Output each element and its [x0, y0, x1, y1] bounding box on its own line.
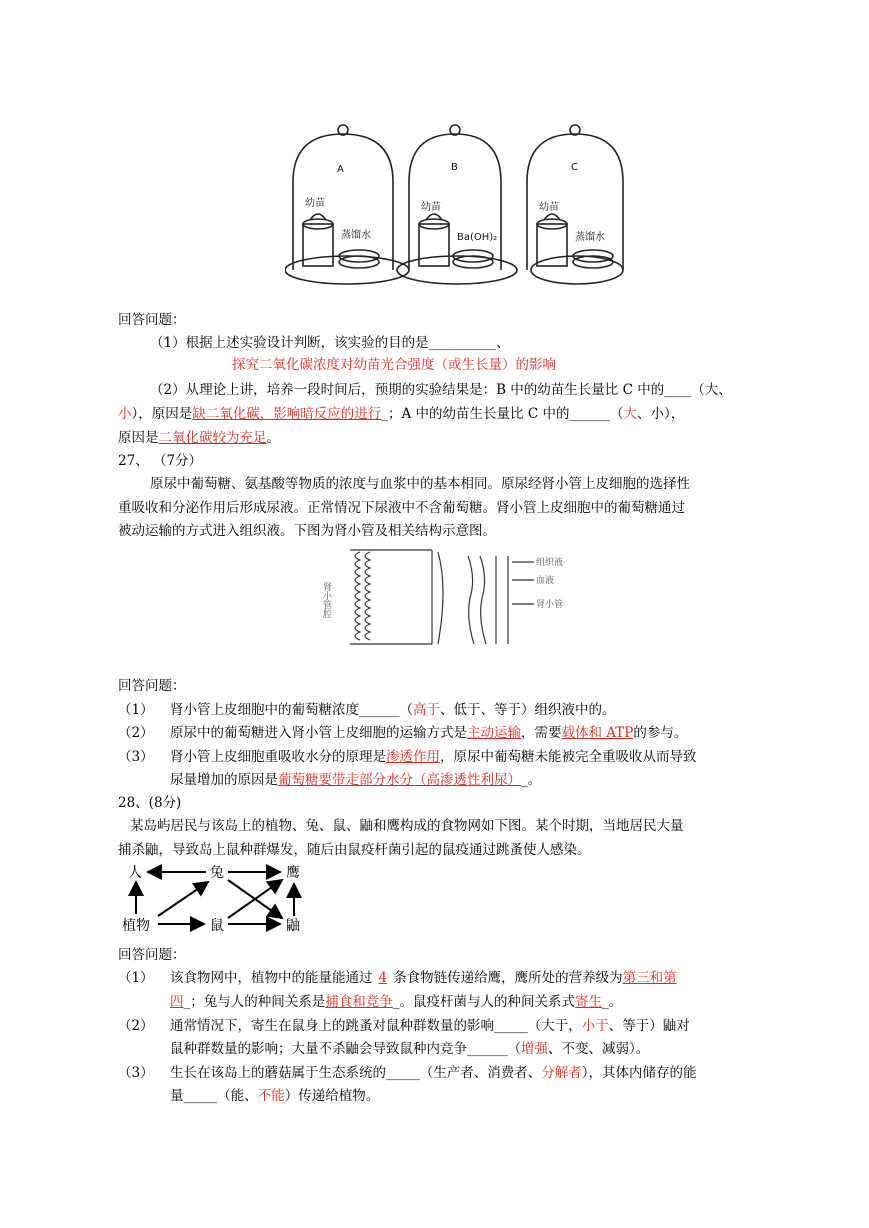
jar-b-label: B — [451, 162, 458, 173]
q27-a3-line2: 尿量增加的原因是葡萄糖要带走部分水分（高渗透性利尿）_。 — [170, 772, 542, 788]
node-plant: 植物 — [122, 918, 150, 934]
q28-answer-prompt: 回答问题： — [118, 947, 186, 963]
q26-reason-b: 缺二氧化碳，影响暗反应的进行 — [192, 406, 382, 422]
q26-p2a: （2）从理论上讲，培养一段时间后，预期的实验结果是：B 中的幼苗生长量比 C 中的____（大、 — [150, 382, 732, 398]
jar-a-label: A — [337, 164, 344, 175]
q28-header: 28、(8分) — [118, 795, 182, 811]
q27-a3-number: （3） — [118, 749, 154, 765]
q27-a1-number: （1） — [118, 702, 154, 718]
tubule-lumen-label: 肾小管腔 — [321, 582, 331, 618]
q28-b3-line2: 量_____（能、不能）传递给植物。 — [170, 1088, 380, 1104]
q28-b3-line1: 生长在该岛上的蘑菇属于生态系统的_____（生产者、消费者、分解者），其体内储存的能 — [170, 1065, 697, 1081]
q27-a2: 原尿中的葡萄糖进入肾小管上皮细胞的运输方式是主动运输，需要载体和 ATP的参与。 — [170, 725, 688, 741]
jar-a-seedling-label: 幼苗 — [305, 198, 325, 209]
q26-p1-answer: 探究二氧化碳浓度对幼苗光合强度（或生长量）的影响 — [232, 357, 556, 373]
tubule-label: 肾小管 — [536, 600, 564, 610]
q28-b2-line1: 通常情况下，寄生在鼠身上的跳蚤对鼠种群数量的影响_____（大于，小于、等于）鼬对 — [170, 1018, 690, 1034]
q26-answer-prompt: 回答问题： — [118, 312, 186, 328]
node-mouse: 鼠 — [210, 918, 224, 934]
blood-label: 血液 — [536, 576, 555, 586]
q28-b2-number: （2） — [118, 1018, 154, 1034]
jar-b-seedling-label: 幼苗 — [421, 202, 441, 213]
q27-a1: 肾小管上皮细胞中的葡萄糖浓度______（高于、低于、等于）组织液中的。 — [170, 702, 616, 718]
q28-intro-1: 某岛屿居民与该岛上的植物、兔、鼠、鼬和鹰构成的食物网如下图。某个时期，当地居民大量 — [130, 818, 684, 834]
q27-intro-2: 重吸收和分泌作用后形成尿液。正常情况下尿液中不含葡萄糖。肾小管上皮细胞中的葡萄糖通过 — [118, 500, 685, 516]
q28-b3-number: （3） — [118, 1065, 154, 1081]
q26-p1: （1）根据上述实验设计判断，该实验的目的是__________、 — [150, 335, 510, 351]
q27-answer-prompt: 回答问题： — [118, 678, 186, 694]
q27-intro-3: 被动运输的方式进入组织液。下图为肾小管及相关结构示意图。 — [118, 523, 496, 539]
kidney-tubule-figure — [320, 548, 605, 658]
q28-intro-2: 捕杀鼬，导致岛上鼠种群爆发，随后由鼠疫杆菌引起的鼠疫通过跳蚤使人感染。 — [118, 842, 591, 858]
node-rabbit: 兔 — [210, 865, 224, 881]
q27-intro-1: 原尿中葡萄糖、氨基酸等物质的浓度与血浆中的基本相同。原尿经肾小管上皮细胞的选择性 — [150, 476, 690, 492]
node-person: 人 — [128, 865, 142, 881]
food-web-diagram — [120, 862, 330, 940]
q27-a2-number: （2） — [118, 725, 154, 741]
q26-p2c: 原因是二氧化碳较为充足。 — [118, 430, 280, 446]
q26-p2b: 小），原因是缺二氧化碳，影响暗反应的进行_；A 中的幼苗生长量比 C 中的______（大、小）， — [118, 406, 685, 422]
q28-b2-line2: 鼠种群数量的影响；大量不杀鼬会导致鼠种内竞争______（增强、不变、减弱）。 — [170, 1041, 650, 1057]
q28-b1-number: （1） — [118, 970, 154, 986]
q27-a3-line1: 肾小管上皮细胞重吸收水分的原理是渗透作用，原尿中葡萄糖未能被完全重吸收从而导致 — [170, 749, 697, 765]
q28-b1-line1: 该食物网中，植物中的能量能通过 4 条食物链传递给鹰，鹰所处的营养级为第三和第 — [170, 970, 677, 986]
q28-b1-line2: 四_；兔与人的种间关系是捕食和竞争_。鼠疫杆菌与人的种间关系式寄生_。 — [170, 994, 623, 1010]
jar-a-water-label: 蒸馏水 — [341, 230, 371, 241]
jar-c-label: C — [571, 162, 578, 173]
jar-c-seedling-label: 幼苗 — [539, 202, 559, 213]
q27-header: 27、 （7分） — [118, 453, 203, 469]
node-eagle: 鹰 — [286, 865, 300, 881]
bell-jar-figure — [285, 120, 625, 292]
node-weasel: 鼬 — [286, 918, 300, 934]
jar-c-water-label: 蒸馏水 — [575, 232, 605, 243]
q26-reason-a: 二氧化碳较为充足 — [158, 430, 267, 446]
tissue-fluid-label: 组织液 — [536, 558, 564, 568]
jar-b-baoh-label: Ba(OH)₂ — [457, 232, 498, 243]
